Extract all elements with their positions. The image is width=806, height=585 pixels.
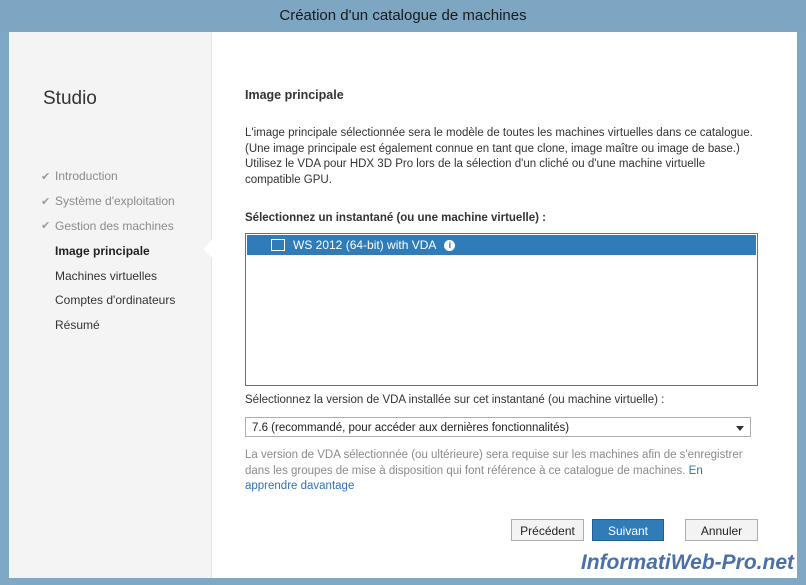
info-icon[interactable]: i [444, 240, 455, 251]
window-title: Création d'un catalogue de machines [0, 0, 806, 32]
wizard-dialog [9, 32, 797, 578]
vda-version-label: Sélectionnez la version de VDA installée sur cet instantané (ou machine virtuelle) : [245, 394, 665, 406]
vda-version-select[interactable] [245, 417, 751, 437]
snapshot-list[interactable] [245, 233, 758, 386]
step-label: Introduction [55, 169, 118, 184]
step-label: Système d'exploitation [55, 194, 175, 209]
vda-note-text: La version de VDA sélectionnée (ou ultérieure) sera requise sur les machines afin de s'enregistrer dans les groupes de mise à disposition qui font référence à ce catalogue de machines. [245, 449, 743, 477]
step-label: Gestion des machines [55, 218, 174, 233]
virtual-machine-icon [271, 239, 285, 251]
step-systeme-exploitation [41, 189, 175, 214]
wizard-steps [41, 164, 175, 338]
page-heading: Image principale [245, 88, 344, 102]
check-icon: ✔ [41, 170, 51, 183]
snapshot-label: Sélectionnez un instantané (ou une machine virtuelle) : [245, 212, 546, 224]
previous-button[interactable]: Précédent [511, 519, 584, 541]
check-icon: ✔ [41, 220, 51, 233]
step-label: Image principale [55, 243, 150, 258]
vda-version-value: 7.6 (recommandé, pour accéder aux dernières fonctionnalités) [252, 422, 570, 434]
step-machines-virtuelles [41, 263, 175, 288]
description-paragraph-1: L'image principale sélectionnée sera le modèle de toutes les machines virtuelles dans ce catalogue. (Une image principale est également connue en tant que clone, image maître ou image de base.) [245, 127, 753, 155]
description [245, 126, 755, 188]
check-icon: ✔ [41, 195, 51, 208]
vda-note [245, 448, 745, 495]
snapshot-label-text: WS 2012 (64-bit) with VDA [293, 238, 437, 252]
cancel-button[interactable]: Annuler [685, 519, 758, 541]
list-item[interactable] [247, 235, 756, 255]
sidebar [9, 32, 212, 578]
step-resume [41, 313, 175, 338]
chevron-down-icon [736, 426, 744, 431]
description-paragraph-2: Utilisez le VDA pour HDX 3D Pro lors de la sélection d'un cliché ou d'une machine virtuelle compatible GPU. [245, 158, 706, 186]
step-label: Résumé [55, 318, 100, 333]
step-image-principale [41, 238, 175, 263]
active-step-pointer [203, 240, 212, 258]
step-comptes-ordinateurs [41, 288, 175, 313]
watermark: InformatiWeb-Pro.net [580, 551, 794, 574]
step-label: Machines virtuelles [55, 268, 158, 283]
next-button[interactable]: Suivant [592, 519, 664, 541]
sidebar-title: Studio [43, 88, 97, 109]
learn-more-link[interactable]: En apprendre davantage [245, 464, 703, 493]
step-gestion-machines [41, 214, 175, 239]
step-label: Comptes d'ordinateurs [55, 293, 176, 308]
step-introduction [41, 164, 175, 189]
